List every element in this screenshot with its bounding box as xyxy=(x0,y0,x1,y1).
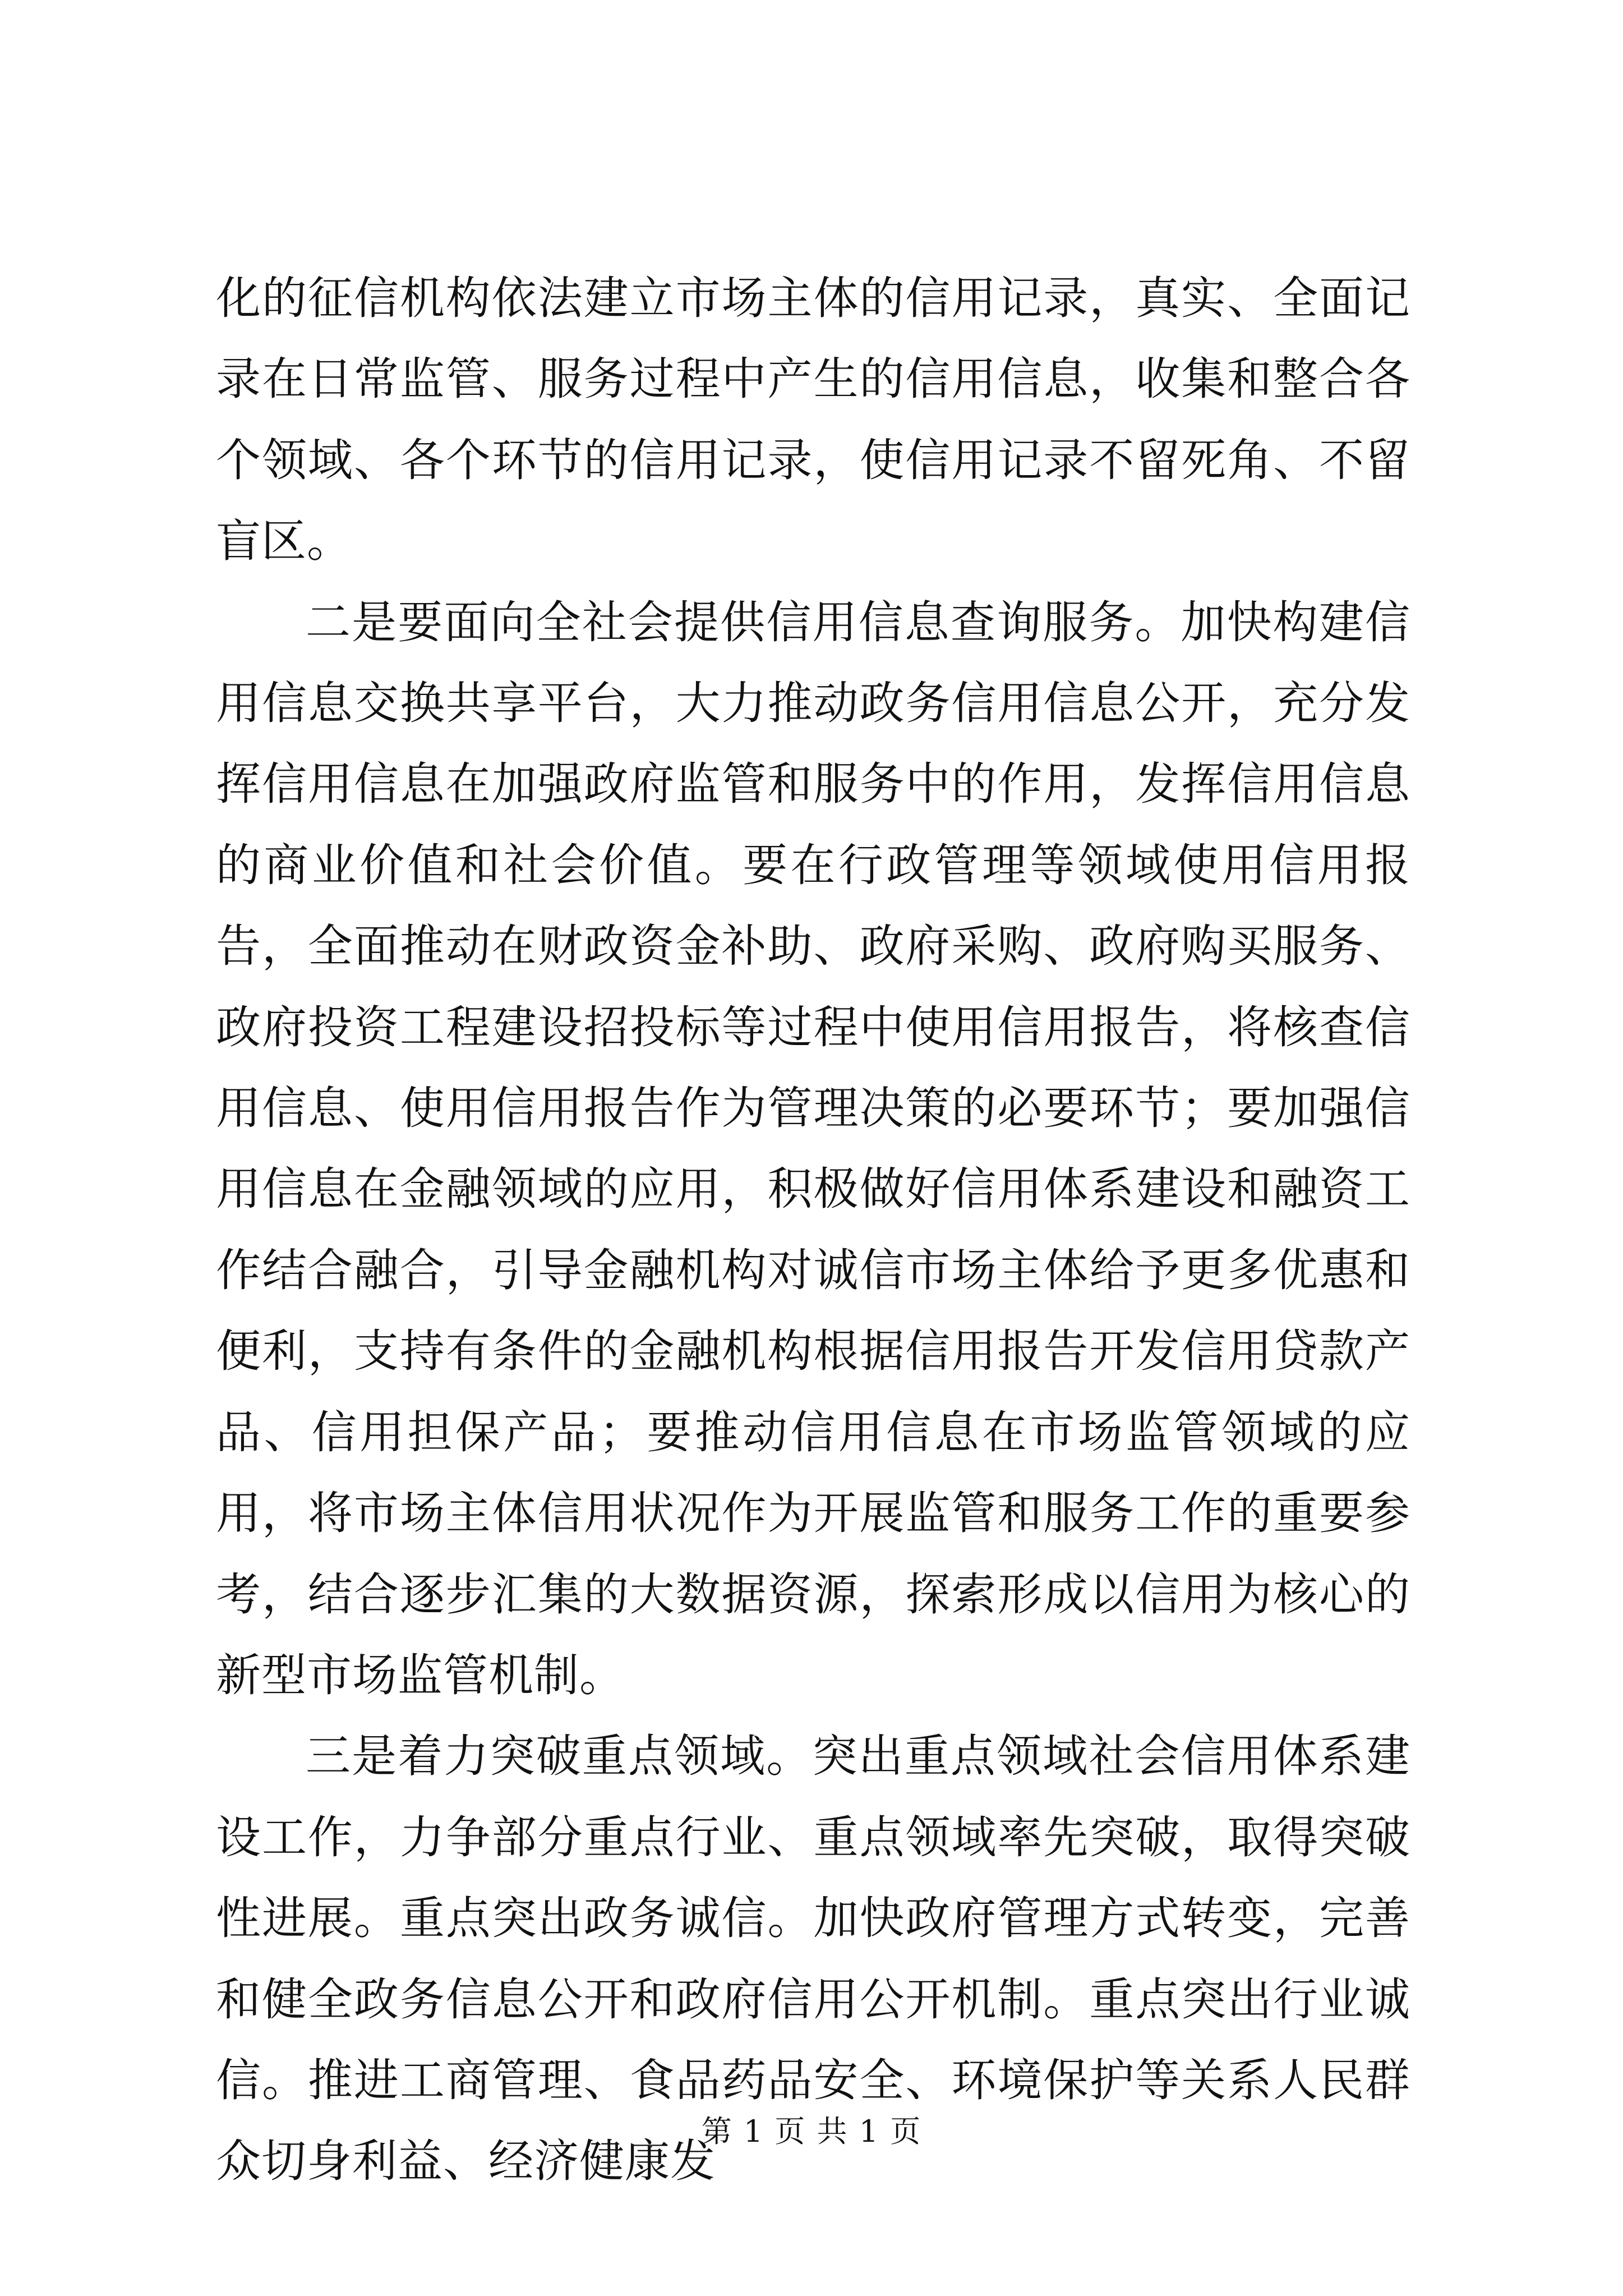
page-footer xyxy=(0,2112,1623,2151)
page-number-label: 第 1 页 共 1 页 xyxy=(701,2114,922,2149)
document-body xyxy=(216,258,1410,2202)
paragraph-point-three: 三是着力突破重点领域。突出重点领域社会信用体系建设工作，力争部分重点行业、重点领域率先突破，取得突破性进展。重点突出政务诚信。加快政府管理方式转变，完善和健全政务信息公开和政府信用公开机制。重点突出行业诚信。推进工商管理、食品药品安全、环境保护等关系人民群众切身利益、经济健康发 xyxy=(216,1730,1410,2188)
paragraph-point-two: 二是要面向全社会提供信用信息查询服务。加快构建信用信息交换共享平台，大力推动政务信用信息公开，充分发挥信用信息在加强政府监管和服务中的作用，发挥信用信息的商业价值和社会价值。要在行政管理等领域使用信用报告，全面推动在财政资金补助、政府采购、政府购买服务、政府投资工程建设招投标等过程中使用信用报告，将核查信用信息、使用信用报告作为管理决策的必要环节；要加强信用信息在金融领域的应用，积极做好信用体系建设和融资工作结合融合，引导金融机构对诚信市场主体给予更多优惠和便利，支持有条件的金融机构根据信用报告开发信用贷款产品、信用担保产品；要推动信用信息在市场监管领域的应用，将市场主体信用状况作为开展监管和服务工作的重要参考，结合逐步汇集的大数据资源，探索形成以信用为核心的新型市场监管机制。 xyxy=(216,596,1410,1701)
paragraph-continuation: 化的征信机构依法建立市场主体的信用记录，真实、全面记录在日常监管、服务过程中产生的信用信息，收集和整合各个领域、各个环节的信用记录，使信用记录不留死角、不留盲区。 xyxy=(216,272,1410,568)
